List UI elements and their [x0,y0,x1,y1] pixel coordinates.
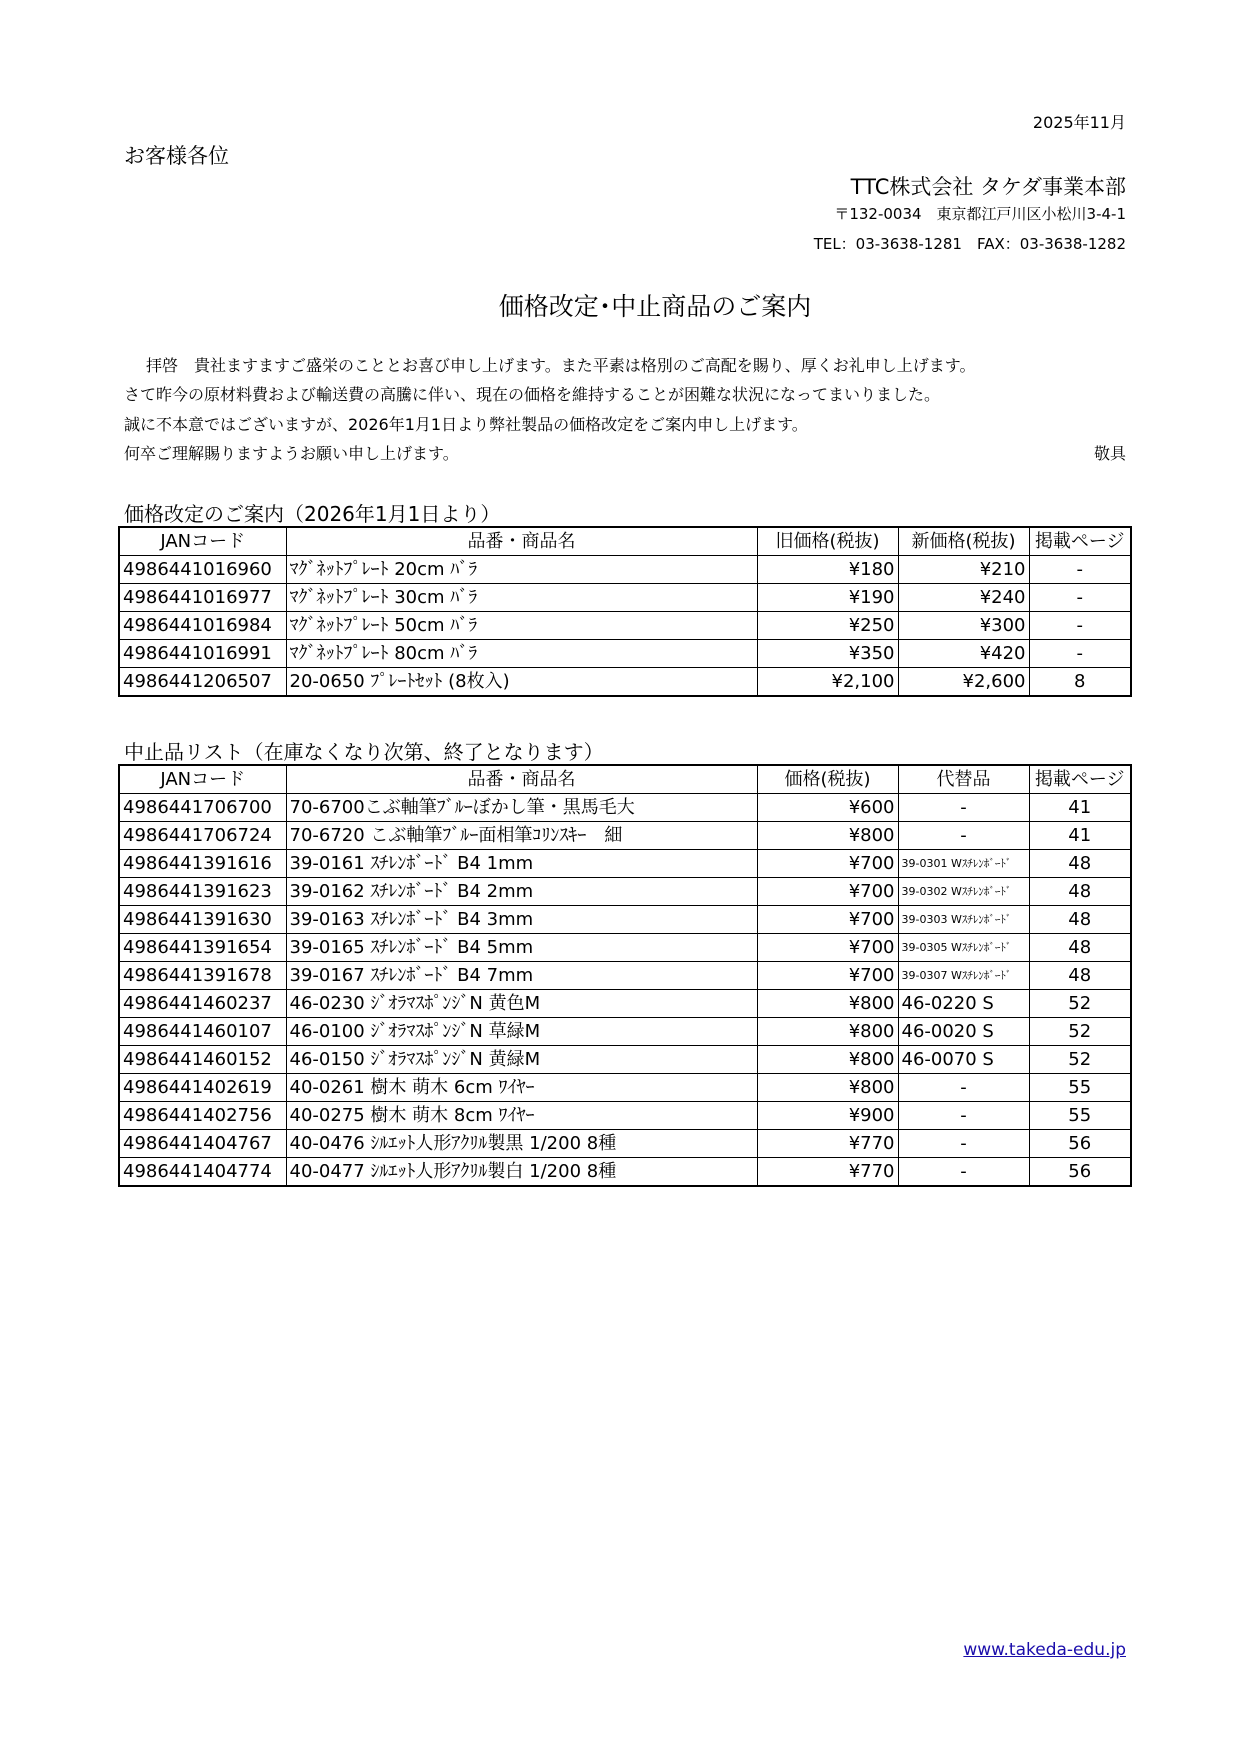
jan-code: 4986441391616 [119,850,286,878]
jan-code: 4986441391623 [119,878,286,906]
jan-code: 4986441460152 [119,1046,286,1074]
page-number: - [1029,556,1131,584]
body-line-3: 誠に不本意ではございますが、2026年1月1日より弊社製品の価格改定をご案内申し上げます。 [124,415,808,434]
page-number: 48 [1029,878,1131,906]
discontinued-table [118,764,1132,1187]
price: ¥800 [757,1046,898,1074]
price: ¥600 [757,794,898,822]
new-price: ¥240 [898,584,1029,612]
jan-code: 4986441016984 [119,612,286,640]
page-number: 41 [1029,794,1131,822]
old-price: ¥2,100 [757,668,898,697]
page-title: 価格改定･中止商品のご案内 [498,292,812,321]
product-name: 46-0150 ｼﾞｵﾗﾏｽﾎﾟﾝｼﾞN 黄緑M [286,1046,757,1074]
jan-code: 4986441706700 [119,794,286,822]
page-number: 52 [1029,990,1131,1018]
page-number: 52 [1029,1018,1131,1046]
table-row [119,612,1131,640]
jan-code: 4986441206507 [119,668,286,697]
jan-code: 4986441404767 [119,1130,286,1158]
company-name: TTC株式会社 タケダ事業本部 [850,175,1126,199]
table-header-row [119,527,1131,556]
product-name: 39-0163 ｽﾁﾚﾝﾎﾞｰﾄﾞ B4 3mm [286,906,757,934]
substitute: - [898,1158,1029,1187]
substitute: - [898,1130,1029,1158]
header-new-price: 新価格(税抜) [898,527,1029,556]
substitute: 46-0020 S [898,1018,1029,1046]
substitute: - [898,1074,1029,1102]
product-name: 39-0167 ｽﾁﾚﾝﾎﾞｰﾄﾞ B4 7mm [286,962,757,990]
product-name: ﾏｸﾞﾈｯﾄﾌﾟﾚｰﾄ 30cm ﾊﾞﾗ [286,584,757,612]
product-name: ﾏｸﾞﾈｯﾄﾌﾟﾚｰﾄ 80cm ﾊﾞﾗ [286,640,757,668]
header-product: 品番・商品名 [286,765,757,794]
price: ¥800 [757,822,898,850]
product-name: 40-0477 ｼﾙｴｯﾄ人形ｱｸﾘﾙ製白 1/200 8種 [286,1158,757,1187]
price: ¥900 [757,1102,898,1130]
product-name: 40-0275 樹木 萌木 8cm ﾜｲﾔｰ [286,1102,757,1130]
jan-code: 4986441460107 [119,1018,286,1046]
table-row [119,1074,1131,1102]
page-number: 56 [1029,1158,1131,1187]
price-revision-table [118,526,1132,697]
discontinued-title: 中止品リスト（在庫なくなり次第、終了となります） [124,740,604,764]
price: ¥800 [757,1074,898,1102]
price: ¥700 [757,878,898,906]
table-row [119,878,1131,906]
header-old-price: 旧価格(税抜) [757,527,898,556]
body-line-2: さて昨今の原材料費および輸送費の高騰に伴い、現在の価格を維持することが困難な状況になってまいりました。 [124,385,941,404]
substitute: - [898,794,1029,822]
body-line-1: 拝啓 貴社ますますご盛栄のこととお喜び申し上げます。また平素は格別のご高配を賜り、厚くお礼申し上げます。 [146,356,976,375]
header-substitute: 代替品 [898,765,1029,794]
product-name: 40-0476 ｼﾙｴｯﾄ人形ｱｸﾘﾙ製黒 1/200 8種 [286,1130,757,1158]
jan-code: 4986441016977 [119,584,286,612]
product-name: 39-0162 ｽﾁﾚﾝﾎﾞｰﾄﾞ B4 2mm [286,878,757,906]
closing: 敬具 [1093,444,1126,463]
jan-code: 4986441706724 [119,822,286,850]
price: ¥770 [757,1158,898,1187]
product-name: 39-0165 ｽﾁﾚﾝﾎﾞｰﾄﾞ B4 5mm [286,934,757,962]
page-number: - [1029,612,1131,640]
product-name: 46-0230 ｼﾞｵﾗﾏｽﾎﾟﾝｼﾞN 黄色M [286,990,757,1018]
product-name: 39-0161 ｽﾁﾚﾝﾎﾞｰﾄﾞ B4 1mm [286,850,757,878]
jan-code: 4986441391630 [119,906,286,934]
table-row [119,822,1131,850]
product-name: ﾏｸﾞﾈｯﾄﾌﾟﾚｰﾄ 50cm ﾊﾞﾗ [286,612,757,640]
table-row [119,1018,1131,1046]
price: ¥800 [757,1018,898,1046]
table-row [119,906,1131,934]
substitute: 39-0302 Wｽﾁﾚﾝﾎﾞｰﾄﾞ [898,878,1029,906]
page-number: 41 [1029,822,1131,850]
new-price: ¥210 [898,556,1029,584]
jan-code: 4986441016960 [119,556,286,584]
page-number: 52 [1029,1046,1131,1074]
product-name: ﾏｸﾞﾈｯﾄﾌﾟﾚｰﾄ 20cm ﾊﾞﾗ [286,556,757,584]
price: ¥700 [757,962,898,990]
substitute: - [898,822,1029,850]
table-row [119,556,1131,584]
table-row [119,584,1131,612]
jan-code: 4986441391654 [119,934,286,962]
table-row [119,1158,1131,1187]
product-name: 46-0100 ｼﾞｵﾗﾏｽﾎﾟﾝｼﾞN 草緑M [286,1018,757,1046]
body-line-4: 何卒ご理解賜りますようお願い申し上げます。 [124,444,459,463]
jan-code: 4986441391678 [119,962,286,990]
price: ¥700 [757,850,898,878]
new-price: ¥2,600 [898,668,1029,697]
table-row [119,1102,1131,1130]
substitute: 39-0303 Wｽﾁﾚﾝﾎﾞｰﾄﾞ [898,906,1029,934]
header-page: 掲載ページ [1029,765,1131,794]
page-number: 8 [1029,668,1131,697]
table-row [119,990,1131,1018]
website-link[interactable]: www.takeda-edu.jp [963,1640,1126,1660]
page-number: - [1029,640,1131,668]
substitute: 46-0220 S [898,990,1029,1018]
header-product: 品番・商品名 [286,527,757,556]
product-name: 70-6720 こぶ軸筆ﾌﾞﾙｰ面相筆ｺﾘﾝｽｷｰ 細 [286,822,757,850]
page-number: 55 [1029,1102,1131,1130]
old-price: ¥250 [757,612,898,640]
old-price: ¥350 [757,640,898,668]
jan-code: 4986441016991 [119,640,286,668]
new-price: ¥420 [898,640,1029,668]
product-name: 40-0261 樹木 萌木 6cm ﾜｲﾔｰ [286,1074,757,1102]
price-revision-title: 価格改定のご案内（2026年1月1日より） [124,502,501,526]
table-row [119,1046,1131,1074]
substitute: 39-0305 Wｽﾁﾚﾝﾎﾞｰﾄﾞ [898,934,1029,962]
company-address: 〒132-0034 東京都江戸川区小松川3-4-1 [834,205,1126,223]
product-name: 20-0650 ﾌﾟﾚｰﾄｾｯﾄ (8枚入) [286,668,757,697]
price: ¥770 [757,1130,898,1158]
old-price: ¥190 [757,584,898,612]
page-number: 48 [1029,962,1131,990]
document-date: 2025年11月 [1032,113,1126,132]
jan-code: 4986441404774 [119,1158,286,1187]
substitute: - [898,1102,1029,1130]
substitute: 39-0307 Wｽﾁﾚﾝﾎﾞｰﾄﾞ [898,962,1029,990]
price: ¥800 [757,990,898,1018]
page-number: 48 [1029,850,1131,878]
table-header-row [119,765,1131,794]
table-row [119,640,1131,668]
table-row [119,962,1131,990]
page-number: 48 [1029,906,1131,934]
page-number: 48 [1029,934,1131,962]
table-row [119,794,1131,822]
old-price: ¥180 [757,556,898,584]
product-name: 70-6700こぶ軸筆ﾌﾞﾙｰぼかし筆・黒馬毛大 [286,794,757,822]
page-number: 55 [1029,1074,1131,1102]
jan-code: 4986441460237 [119,990,286,1018]
header-page: 掲載ページ [1029,527,1131,556]
page-number: - [1029,584,1131,612]
price: ¥700 [757,906,898,934]
table-row [119,850,1131,878]
header-jan: JANコード [119,527,286,556]
substitute: 46-0070 S [898,1046,1029,1074]
jan-code: 4986441402756 [119,1102,286,1130]
price: ¥700 [757,934,898,962]
header-jan: JANコード [119,765,286,794]
header-price: 価格(税抜) [757,765,898,794]
table-row [119,1130,1131,1158]
table-row [119,934,1131,962]
page-number: 56 [1029,1130,1131,1158]
new-price: ¥300 [898,612,1029,640]
jan-code: 4986441402619 [119,1074,286,1102]
table-row [119,668,1131,697]
company-contact: TEL：03-3638-1281 FAX：03-3638-1282 [813,235,1126,253]
substitute: 39-0301 Wｽﾁﾚﾝﾎﾞｰﾄﾞ [898,850,1029,878]
addressee: お客様各位 [124,144,229,168]
